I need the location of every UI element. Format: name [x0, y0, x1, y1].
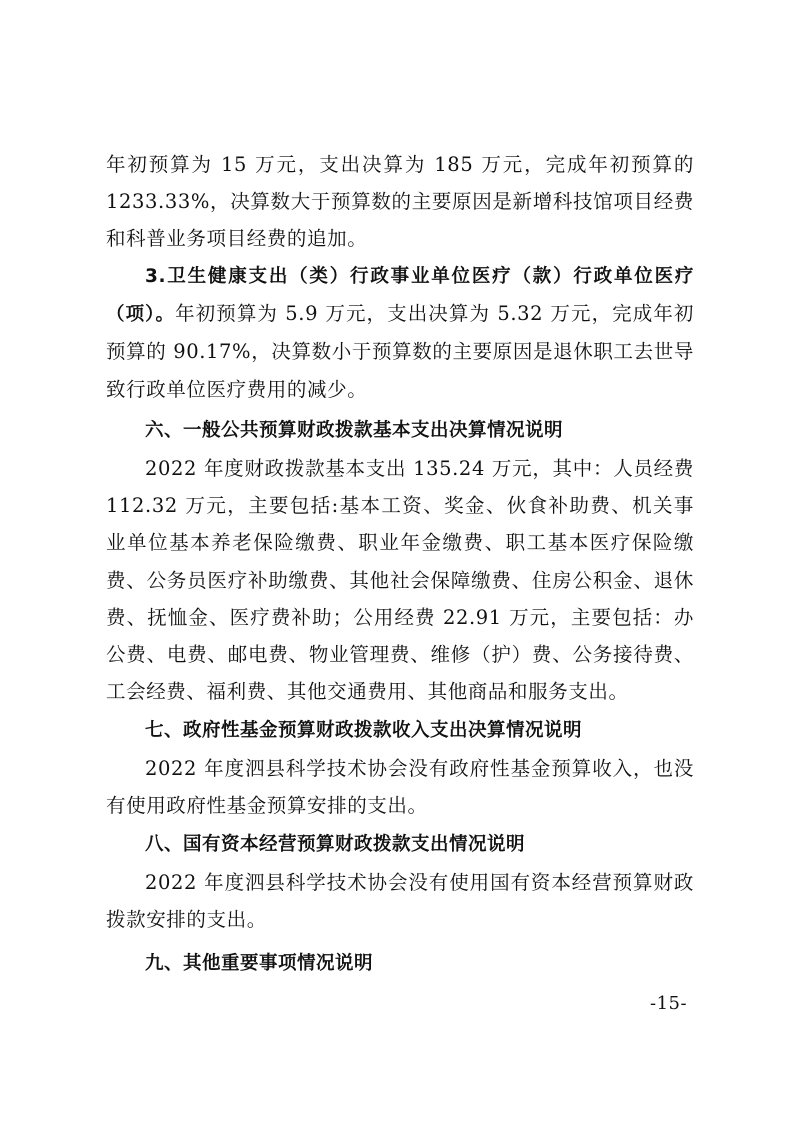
paragraph-item-3 [106, 257, 694, 408]
section-6-heading: 六、一般公共预算财政拨款基本支出决算情况说明 [145, 420, 564, 441]
section-7-heading: 七、政府性基金预算财政拨款收入支出决算情况说明 [145, 720, 583, 741]
section-9-heading: 九、其他重要事项情况说明 [145, 953, 374, 974]
item-3-lead: 3.卫生健康支出（类）行政事业单位医疗（款）行政单位医疗（项）。 [106, 266, 694, 326]
section-8-heading: 八、国有资本经营预算财政拨款支出情况说明 [145, 834, 526, 855]
section-6-paragraph: 2022 年度财政拨款基本支出 135.24 万元，其中：人员经费 112.32 万元，主要包括:基本工资、奖金、伙食补助费、机关事业单位基本养老保险缴费、职业年金缴费、职工基本医疗保险缴费、公务员医疗补助缴费、其他社会保障缴费、住房公积金、退休费、抚恤金、医疗费补助；公用经费 22.91 万元，主要包括：办公费、电费、邮电费、物业管理费、维修（护）费、公务接待费、工会经费、福利费、其他交通费用、其他商品和服务支出。 [106, 457, 694, 704]
section-7-paragraph: 2022 年度泗县科学技术协会没有政府性基金预算收入，也没有使用政府性基金预算安排的支出。 [106, 757, 694, 818]
paragraph-continuation: 年初预算为 15 万元，支出决算为 185 万元，完成年初预算的 1233.33%，决算数大于预算数的主要原因是新增科技馆项目经费和科普业务项目经费的追加。 [106, 153, 694, 251]
page-number: -15- [650, 993, 688, 1014]
item-3-text: 年初预算为 5.9 万元，支出决算为 5.32 万元，完成年初预算的 90.17%，决算数小于预算数的主要原因是退休职工去世导致行政单位医疗费用的减少。 [106, 302, 695, 401]
section-8-paragraph: 2022 年度泗县科学技术协会没有使用国有资本经营预算财政拨款安排的支出。 [106, 871, 694, 932]
